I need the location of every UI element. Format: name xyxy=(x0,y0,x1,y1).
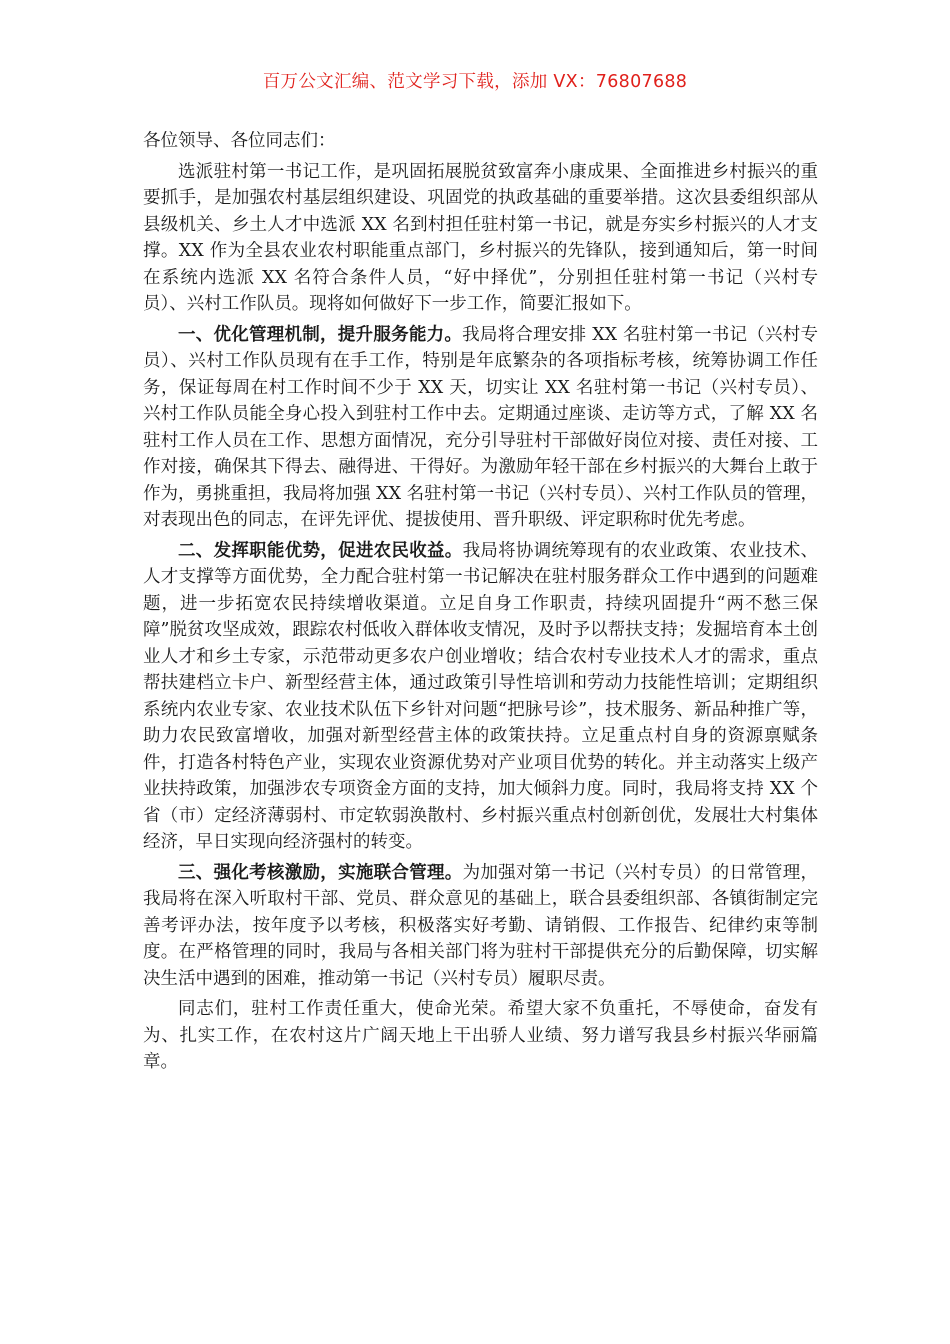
section-2-body: 我局将协调统筹现有的农业政策、农业技术、人才支撑等方面优势，全力配合驻村第一书记解决在驻村服务群众工作中遇到的问题难题，进一步拓宽农民持续增收渠道。立足自身工作职责，持续巩固提升“两不愁三保障”脱贫攻坚成效，跟踪农村低收入群体收支情况，及时予以帮扶支持；发掘培育本土创业人才和乡土专家，示范带动更多农户创业增收；结合农村专业技术人才的需求，重点帮扶建档立卡户、新型经营主体，通过政策引导性培训和劳动力技能性培训；定期组织系统内农业专家、农业技术队伍下乡针对问题“把脉号诊”，技术服务、新品种推广等，助力农民致富增收，加强对新型经营主体的政策扶持。立足重点村自身的资源禀赋条件，打造各村特色产业，实现农业资源优势对产业项目优势的转化。并主动落实上级产业扶持政策，加强涉农专项资金方面的支持，加大倾斜力度。同时，我局将支持 XX 个省（市）定经济薄弱村、市定软弱涣散村、乡村振兴重点村创新创优，发展壮大村集体经济，早日实现向经济强村的转变。 xyxy=(143,540,819,852)
closing-paragraph: 同志们，驻村工作责任重大，使命光荣。希望大家不负重托，不辱使命，奋发有为、扎实工作，在农村这片广阔天地上干出骄人业绩、努力谱写我县乡村振兴华丽篇章。 xyxy=(143,999,818,1072)
section-3-body: 为加强对第一书记（兴村专员）的日常管理，我局将在深入听取村干部、党员、群众意见的基础上，联合县委组织部、各镇街制定完善考评办法，按年度予以考核，积极落实好考勤、请销假、工作报告、纪律约束等制度。在严格管理的同时，我局与各相关部门将为驻村干部提供充分的后勤保障，切实解决生活中遇到的困难，推动第一书记（兴村专员）履职尽责。 xyxy=(143,862,819,989)
salutation: 各位领导、各位同志们： xyxy=(143,131,336,151)
section-1-heading: 一、优化管理机制，提升服务能力。 xyxy=(178,324,463,345)
section-2-paragraph xyxy=(143,538,818,856)
speech-body xyxy=(143,128,818,1080)
section-3-heading: 三、强化考核激励，实施联合管理。 xyxy=(178,862,463,883)
section-1-body: 我局将合理安排 XX 名驻村第一书记（兴村专员）、兴村工作队员现有在手工作，特别是年底繁杂的各项指标考核，统筹协调工作任务，保证每周在村工作时间不少于 XX 天，切实让 XX 名驻村第一书记（兴村专员）、兴村工作队员能全身心投入到驻村工作中去。定期通过座谈、走访等方式，了解 XX 名驻村工作人员在工作、思想方面情况，充分引导驻村干部做好岗位对接、责任对接、工作对接，确保其下得去、融得进、干得好。为激励年轻干部在乡村振兴的大舞台上敢于作为，勇挑重担，我局将加强 XX 名驻村第一书记（兴村专员）、兴村工作队员的管理，对表现出色的同志，在评先评优、提拔使用、晋升职级、评定职称时优先考虑。 xyxy=(143,324,818,530)
watermark-banner: 百万公文汇编、范文学习下载，添加 VX：76807688 xyxy=(262,72,688,92)
section-1-paragraph xyxy=(143,322,818,534)
section-3-paragraph xyxy=(143,860,818,993)
section-2-heading: 二、发挥职能优势，促进农民收益。 xyxy=(178,540,463,561)
intro-paragraph: 选派驻村第一书记工作，是巩固拓展脱贫致富奔小康成果、全面推进乡村振兴的重要抓手，是加强农村基层组织建设、巩固党的执政基础的重要举措。这次县委组织部从县级机关、乡土人才中选派 XX 名到村担任驻村第一书记，就是夯实乡村振兴的人才支撑。XX 作为全县农业农村职能重点部门，乡村振兴的先锋队，接到通知后，第一时间在系统内选派 XX 名符合条件人员，“好中择优”，分别担任驻村第一书记（兴村专员）、兴村工作队员。现将如何做好下一步工作，简要汇报如下。 xyxy=(143,161,818,314)
